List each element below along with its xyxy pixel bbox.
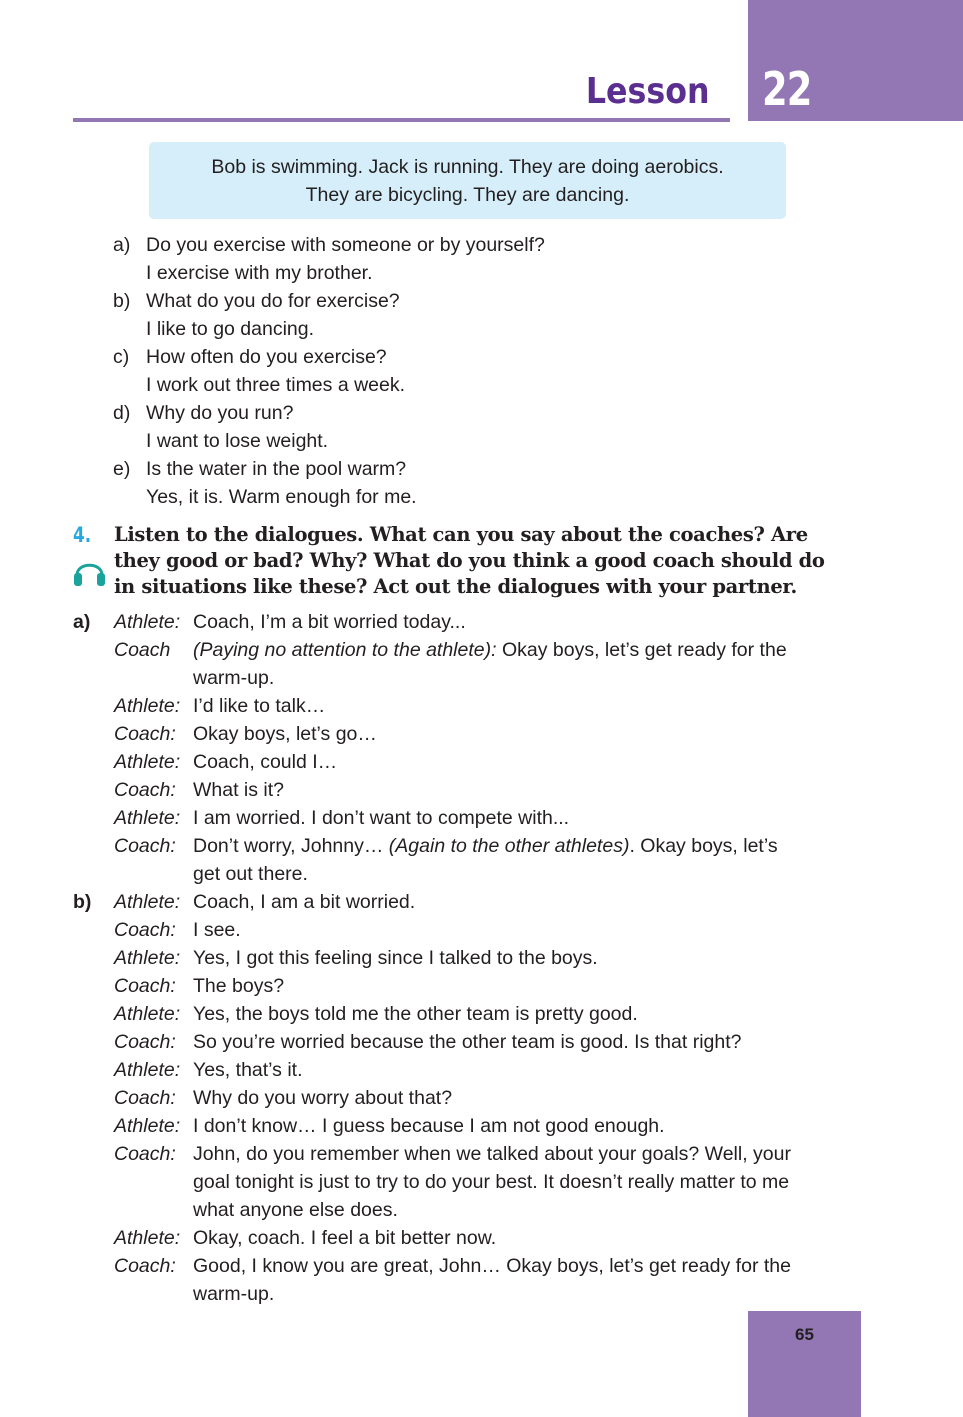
dialogue-line: [73, 972, 873, 1000]
utterance: What is it?: [193, 779, 285, 801]
utterance: Okay boys, let’s go…: [193, 723, 377, 745]
dialogue-line: [73, 776, 873, 804]
speaker: Coach:: [114, 975, 176, 997]
header-divider: [73, 118, 730, 122]
utterance: Coach, I am a bit worried.: [193, 891, 416, 913]
utterance: Why do you worry about that?: [193, 1087, 453, 1109]
speaker: Coach:: [114, 1143, 176, 1165]
utterance: John, do you remember when we talked about your goals? Well, your: [193, 1143, 791, 1165]
dialogue-line: [73, 804, 873, 832]
dialogue-label: b): [73, 891, 92, 913]
lesson-title: Lesson: [586, 71, 710, 112]
utterance: I don’t know… I guess because I am not good enough.: [193, 1115, 665, 1137]
qa-answer: I like to go dancing.: [146, 318, 315, 340]
qa-question: What do you do for exercise?: [146, 290, 400, 312]
speaker: Coach: [114, 639, 171, 661]
qa-question: Why do you run?: [146, 402, 294, 424]
utterance: Yes, the boys told me the other team is pretty good.: [193, 1003, 638, 1025]
utterance: get out there.: [193, 863, 308, 885]
qa-question: Is the water in the pool warm?: [146, 458, 407, 480]
dialogue-line: [73, 944, 873, 972]
dialogue-line: [73, 1084, 873, 1112]
speaker: Athlete:: [114, 891, 181, 913]
speaker: Coach:: [114, 723, 176, 745]
qa-item: [113, 343, 853, 399]
speaker: Athlete:: [114, 751, 181, 773]
dialogue-line: [73, 636, 873, 692]
qa-letter: e): [113, 458, 131, 480]
utterance: Don’t worry, Johnny…: [193, 835, 389, 857]
qa-letter: b): [113, 290, 131, 312]
utterance: I am worried. I don’t want to compete with...: [193, 807, 570, 829]
speaker: Coach:: [114, 919, 176, 941]
dialogue-line: [73, 748, 873, 776]
qa-item: [113, 231, 853, 287]
qa-letter: c): [113, 346, 130, 368]
vocabulary-line: They are bicycling. They are dancing.: [305, 184, 630, 206]
utterance: warm-up.: [193, 1283, 275, 1305]
utterance: Yes, that’s it.: [193, 1059, 303, 1081]
utterance: . Okay boys, let’s: [629, 835, 778, 857]
speaker: Athlete:: [114, 947, 181, 969]
speaker: Coach:: [114, 1031, 176, 1053]
dialogue-line: [73, 1140, 873, 1224]
utterance: Okay, coach. I feel a bit better now.: [193, 1227, 497, 1249]
task-line: they good or bad? Why? What do you think a good coach should do: [114, 549, 825, 572]
vocabulary-box: [149, 142, 786, 219]
speaker: Athlete:: [114, 807, 181, 829]
task-instructions: [114, 522, 874, 600]
dialogue-line: [73, 1224, 873, 1252]
qa-answer: I work out three times a week.: [146, 374, 406, 396]
task-line: Listen to the dialogues. What can you say about the coaches? Are: [114, 523, 808, 546]
dialogue-line: [73, 1028, 873, 1056]
speaker: Athlete:: [114, 1059, 181, 1081]
qa-answer: Yes, it is. Warm enough for me.: [146, 486, 417, 508]
qa-question: How often do you exercise?: [146, 346, 387, 368]
dialogue-label: a): [73, 611, 91, 633]
utterance: Okay boys, let’s get ready for the: [496, 639, 787, 661]
qa-item: [113, 455, 853, 511]
utterance: Coach, I’m a bit worried today...: [193, 611, 466, 633]
headphones-icon: [73, 556, 106, 588]
dialogue-line: [73, 1056, 873, 1084]
qa-item: [113, 287, 853, 343]
utterance: The boys?: [193, 975, 285, 997]
utterance: goal tonight is just to try to do your best. It doesn’t really matter to me: [193, 1171, 790, 1193]
dialogue-line: [73, 916, 873, 944]
lesson-number: 22: [762, 62, 812, 116]
speaker: Athlete:: [114, 1227, 181, 1249]
dialogue-line: [73, 1252, 873, 1308]
qa-item: [113, 399, 853, 455]
speaker: Athlete:: [114, 611, 181, 633]
speaker: Coach:: [114, 835, 176, 857]
vocabulary-line: Bob is swimming. Jack is running. They are doing aerobics.: [211, 156, 724, 178]
dialogue-line: [73, 1000, 873, 1028]
dialogue-line: [73, 832, 873, 888]
qa-letter: d): [113, 402, 131, 424]
utterance: Coach, could I…: [193, 751, 338, 773]
stage-direction: (Paying no attention to the athlete):: [193, 639, 497, 661]
speaker: Athlete:: [114, 1003, 181, 1025]
question-answer-list: [113, 231, 853, 511]
page-number: 65: [795, 1325, 814, 1344]
dialogue-b: [73, 888, 873, 1308]
speaker: Athlete:: [114, 1115, 181, 1137]
utterance: Yes, I got this feeling since I talked to the boys.: [193, 947, 598, 969]
task-line: in situations like these? Act out the dialogues with your partner.: [114, 575, 797, 598]
speaker: Coach:: [114, 779, 176, 801]
qa-question: Do you exercise with someone or by yourself?: [146, 234, 545, 256]
qa-answer: I exercise with my brother.: [146, 262, 373, 284]
dialogue-line: [73, 608, 873, 636]
dialogue-a: [73, 608, 873, 888]
dialogue-line: [73, 720, 873, 748]
task-number: 4.: [73, 523, 92, 547]
dialogue-line: [73, 692, 873, 720]
utterance: I’d like to talk…: [193, 695, 326, 717]
speaker: Coach:: [114, 1087, 176, 1109]
dialogues: [73, 608, 873, 1308]
utterance: I see.: [193, 919, 241, 941]
utterance: So you’re worried because the other team is good. Is that right?: [193, 1031, 742, 1053]
utterance: warm-up.: [193, 667, 275, 689]
stage-direction: (Again to the other athletes): [388, 835, 630, 857]
dialogue-line: [73, 1112, 873, 1140]
qa-letter: a): [113, 234, 131, 256]
speaker: Coach:: [114, 1255, 176, 1277]
utterance: Good, I know you are great, John… Okay boys, let’s get ready for the: [193, 1255, 791, 1277]
utterance: what anyone else does.: [193, 1199, 398, 1221]
dialogue-line: [73, 888, 873, 916]
speaker: Athlete:: [114, 695, 181, 717]
qa-answer: I want to lose weight.: [146, 430, 329, 452]
